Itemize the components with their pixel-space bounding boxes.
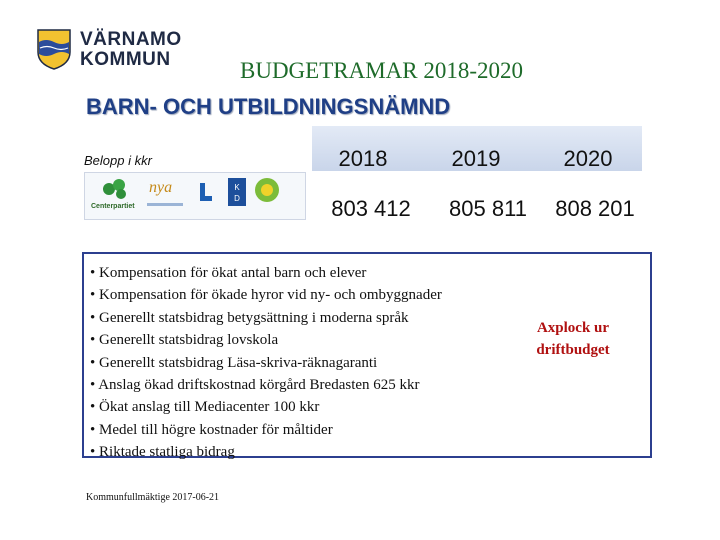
list-item: • Medel till högre kostnader för måltider <box>90 419 442 441</box>
varnamo-shield-logo <box>36 28 72 70</box>
year-header-2019: 2019 <box>451 146 501 171</box>
kristdemokraterna-logo-icon <box>227 177 247 207</box>
centerpartiet-label: Centerpartiet <box>91 203 135 210</box>
logo-line-2: KOMMUN <box>80 49 171 70</box>
party-logos-strip <box>84 172 306 220</box>
footer-date: Kommunfullmäktige 2017-06-21 <box>86 492 220 503</box>
list-item: • Ökat anslag till Mediacenter 100 kkr <box>90 396 442 418</box>
year-header-2018: 2018 <box>338 146 388 171</box>
selection-note-line-2: driftbudget <box>536 342 610 358</box>
nya-moderaterna-logo: nya <box>149 179 173 196</box>
municipality-logo-text <box>80 30 182 70</box>
amount-2020: 808 201 <box>555 196 635 221</box>
centerpartiet-clover-icon <box>95 177 135 199</box>
page-subtitle: BARN- OCH UTBILDNINGSNÄMND <box>86 94 451 119</box>
svg-text:D: D <box>234 194 240 203</box>
list-item: • Generellt statsbidrag betygsättning i moderna språk <box>90 307 442 329</box>
selection-note <box>518 317 628 361</box>
amount-2019: 805 811 <box>449 196 527 221</box>
list-item: • Riktade statliga bidrag <box>90 441 442 463</box>
liberalerna-logo-icon <box>197 181 215 205</box>
amount-2018: 803 412 <box>331 196 411 221</box>
miljopartiet-sunflower-icon <box>253 176 281 204</box>
page-title: BUDGETRAMAR 2018-2020 <box>240 58 524 83</box>
list-item: • Anslag ökad driftskostnad körgård Bredasten 625 kkr <box>90 374 442 396</box>
year-header-2020: 2020 <box>563 146 613 171</box>
unit-label: Belopp i kkr <box>84 153 152 168</box>
budget-items-list <box>90 262 442 464</box>
list-item: • Kompensation för ökade hyror vid ny- och ombyggnader <box>90 284 442 306</box>
party-logo-underline <box>147 203 183 206</box>
list-item: • Generellt statsbidrag lovskola <box>90 329 442 351</box>
logo-line-1: VÄRNAMO <box>80 29 182 50</box>
svg-text:K: K <box>234 183 240 192</box>
list-item: • Kompensation för ökat antal barn och elever <box>90 262 442 284</box>
selection-note-line-1: Axplock ur <box>536 320 610 336</box>
list-item: • Generellt statsbidrag Läsa-skriva-räknagaranti <box>90 352 442 374</box>
